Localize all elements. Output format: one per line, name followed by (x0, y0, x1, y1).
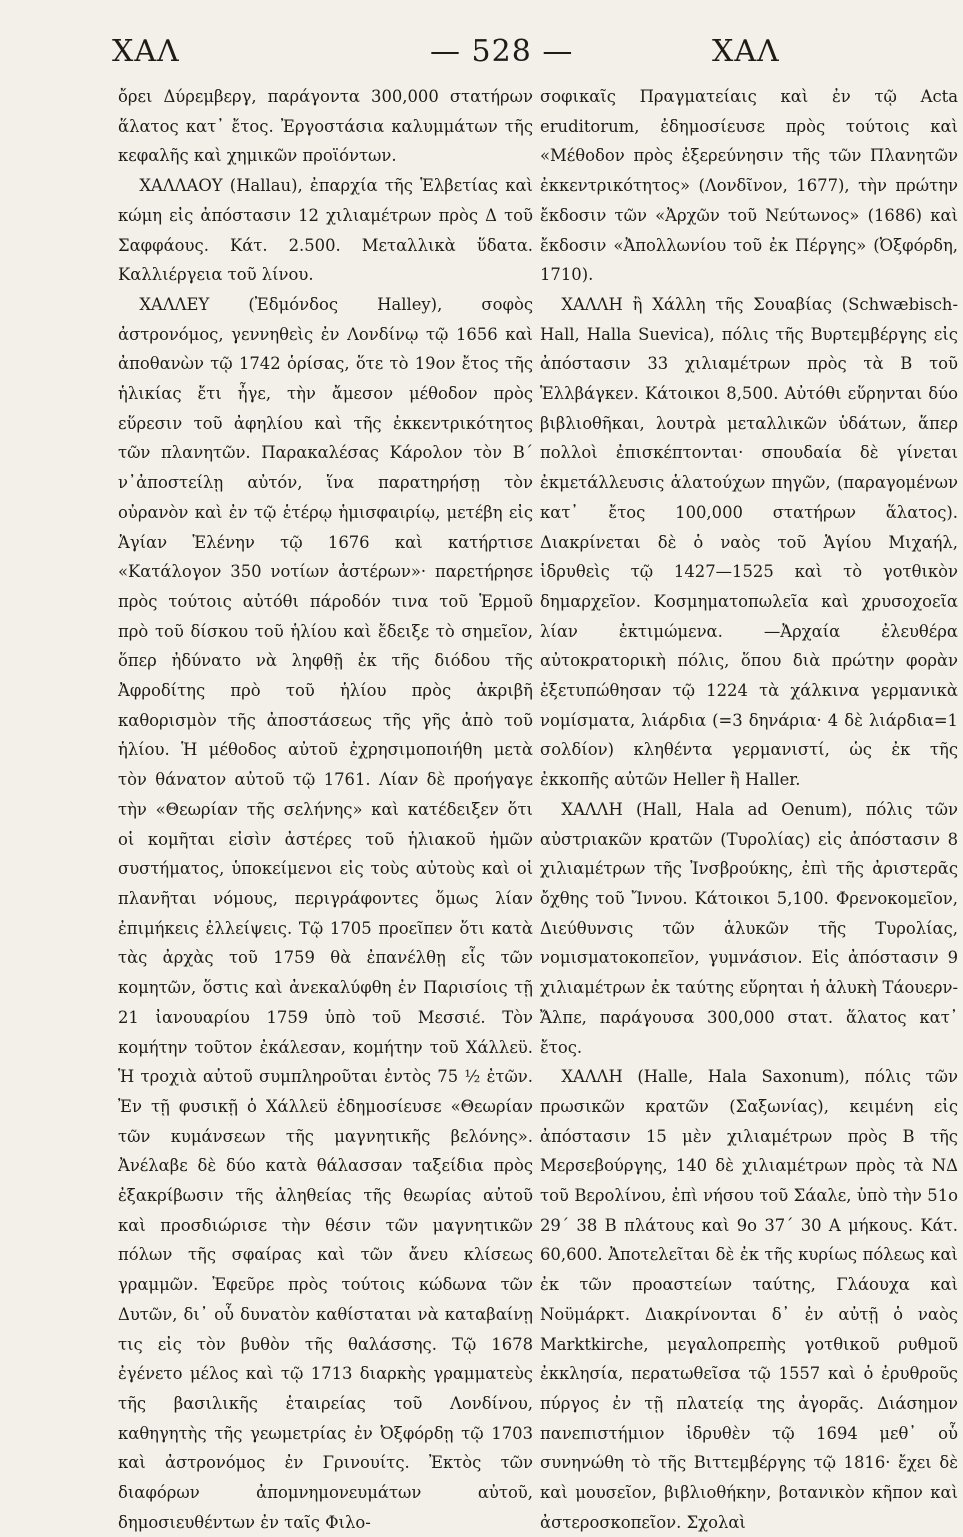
entry-schwaebisch-hall: ΧΑΛΛΗ ἢ Χάλλη τῆς Σουαβίας (Schwæbisch-Hall, Halla Suevica), πόλις τῆς Βυρτεμβέργης εἰς ἀπόστασιν 33 χιλιαμέτρων πρὸς τὰ Β τοῦ Ἑλλβάγκεν. Κάτοικοι 8,500. Αὐτόθι εὕρηνται δύο βιβλιοθῆκαι, λουτρὰ μεταλλικῶν ὑδάτων, ἅπερ πολλοὶ ἐπισκέπτονται· σπουδαία δὲ γίνεται ἐκμετάλλευσις ἁλατούχων πηγῶν, (παραγομένων κατ᾽ ἔτος 100,000 στατήρων ἅλατος). Διακρίνεται δὲ ὁ ναὸς τοῦ Ἁγίου Μιχαήλ, ἱδρυθεὶς τῷ 1427—1525 καὶ τὸ γοτθικὸν δημαρχεῖον. Κοσμηματοπωλεῖα καὶ χρυσοχοεῖα λίαν ἐκτιμώμενα. —Ἀρχαία ἐλευθέρα αὐτοκρατορικὴ πόλις, ὅπου διὰ πρώτην φορὰν ἐξετυπώθησαν τῷ 1224 τὰ χάλκινα γερμανικὰ νομίσματα, λιάρδια (=3 δηνάρια· 4 δὲ λιάρδια=1 σολδίον) κληθέντα γερμανιστί, ὡς ἐκ τῆς ἐκκοπῆς αὐτῶν Heller ἢ Haller. (540, 294, 958, 790)
entry-halley: ΧΑΛΛΕΥ (Ἐδμόνδος Halley), σοφὸς ἀστρονόμος, γεννηθεὶς ἐν Λονδίνῳ τῷ 1656 καὶ ἀποθανὼν τῷ 1742 ὁρίσας, ὅτε τὸ 19ον ἔτος τῆς ἡλικίας ἔτι ἦγε, τὴν ἄμεσον μέθοδον πρὸς εὕρεσιν τοῦ ἀφηλίου καὶ τῆς ἐκκεντρικότητος τῶν πλανητῶν. Παρακαλέσας Κάρολον τὸν Β´ ν᾽ἀποστείλῃ αὐτόν, ἵνα παρατηρήσῃ τὸν οὐρανὸν καὶ ἐν τῷ ἑτέρῳ ἡμισφαιρίῳ, μετέβη εἰς Ἁγίαν Ἑλένην τῷ 1676 καὶ κατήρτισε «Κατάλογον 350 νοτίων ἀστέρων»· παρετήρησε πρὸς τούτοις αὐτόθι πάροδόν τινα τοῦ Ἑρμοῦ πρὸ τοῦ δίσκου τοῦ ἡλίου καὶ ἔδειξε τὸ σημεῖον, ὅπερ ἠδύνατο νὰ ληφθῇ ἐκ τῆς διόδου τῆς Ἀφροδίτης πρὸ τοῦ ἡλίου πρὸς ἀκριβῆ καθορισμὸν τῆς ἀποστάσεως τῆς γῆς ἀπὸ τοῦ ἡλίου. Ἡ μέθοδος αὐτοῦ ἐχρησιμοποιήθη μετὰ τὸν θάνατον αὐτοῦ τῷ 1761. Λίαν δὲ προήγαγε τὴν «Θεωρίαν τῆς σελήνης» καὶ κατέδειξεν ὅτι οἱ κομῆται εἰσὶν ἀστέρες τοῦ ἡλιακοῦ ἡμῶν συστήματος, ὑποκείμενοι εἰς τοὺς αὐτοὺς καὶ οἱ πλανῆται νόμους, περιγράφοντες ὅμως λίαν ἐπιμήκεις ἐλλείψεις. Τῷ 1705 προεῖπεν ὅτι κατὰ τὰς ἀρχὰς τοῦ 1759 θὰ ἐπανέλθῃ εἷς τῶν κομητῶν, ὅστις καὶ ἀνεκαλύφθη ἐν Παρισίοις τῇ 21 ἰανουαρίου 1759 ὑπὸ τοῦ Μεσσιέ. Τὸν κομήτην τοῦτον ἐκάλεσαν, κομήτην τοῦ Χάλλεϋ. Ἡ τροχιὰ αὐτοῦ συμπληροῦται ἐντὸς 75 ½ ἐτῶν. Ἐν τῇ φυσικῇ ὁ Χάλλεϋ ἐδημοσίευσε «Θεωρίαν τῶν κυμάνσεων τῆς μαγνητικῆς βελόνης». Ἀνέλαβε δὲ δύο κατὰ θάλασσαν ταξείδια πρὸς ἐξακρίβωσιν τῆς ἀληθείας τῆς θεωρίας αὐτοῦ καὶ προσδιώρισε τὴν θέσιν τῶν μαγνητικῶν πόλων τῆς σφαίρας καὶ τῶν ἄνευ κλίσεως γραμμῶν. Ἐφεῦρε πρὸς τούτοις κώδωνα τῶν Δυτῶν, δι᾽ οὗ δυνατὸν καθίσταται νὰ καταβαίνῃ τις εἰς τὸν βυθὸν τῆς θαλάσσης. Τῷ 1678 ἐγένετο μέλος καὶ τῷ 1713 διαρκὴς γραμματεὺς τῆς βασιλικῆς ἑταιρείας τοῦ Λονδίνου, καθηγητὴς τῆς γεωμετρίας ἐν Ὀξφόρδῃ τῷ 1703 καὶ ἀστρονόμος ἐν Γρινουίτς. Ἐκτὸς τῶν διαφόρων ἀπομνημονευμάτων αὐτοῦ, δημοσιευθέντων ἐν ταῖς Φιλο- (118, 294, 533, 1532)
entry-halley-continuation: σοφικαῖς Πραγματείαις καὶ ἐν τῷ Acta eruditorum, ἐδημοσίευσε πρὸς τούτοις καὶ «Μέθοδον πρὸς ἐξερεύνησιν τῆς τῶν Πλανητῶν ἐκκεντρικότητος» (Λονδῖνον, 1677), τὴν πρώτην ἔκδοσιν τῶν «Ἀρχῶν τοῦ Νεύτωνος» (1686) καὶ ἔκδοσιν «Ἀπολλωνίου τοῦ ἐκ Πέργης» (Ὀξφόρδη, 1710). (540, 87, 958, 285)
entry-hallau: ΧΑΛΛΑΟΥ (Hallau), ἐπαρχία τῆς Ἑλβετίας καὶ κώμη εἰς ἀπόστασιν 12 χιλιαμέτρων πρὸς Δ τοῦ Σαφφάους. Κάτ. 2.500. Μεταλλικὰ ὕδατα. Καλλιέργεια τοῦ λίνου. (118, 176, 533, 285)
entry-halle-saxony: ΧΑΛΛΗ (Halle, Hala Saxonum), πόλις τῶν πρωσικῶν κρατῶν (Σαξωνίας), κειμένη εἰς ἀπόστασιν 15 μὲν χιλιαμέτρων πρὸς Β τῆς Μερσεβούργης, 140 δὲ χιλιαμέτρων πρὸς τὰ ΝΔ τοῦ Βερολίνου, ἐπὶ νήσου τοῦ Σάαλε, ὑπὸ τὴν 51ο 29´ 38 Β πλάτους καὶ 9ο 37´ 30 Α μήκους. Κάτ. 60,600. Ἀποτελεῖται δὲ ἐκ τῆς κυρίως πόλεως καὶ ἐκ τῶν προαστείων ταύτης, Γλάουχα καὶ Νοϋμάρκτ. Διακρίνονται δ᾽ ἐν αὐτῇ ὁ ναὸς Marktkirche, μεγαλοπρεπὴς γοτθικοῦ ρυθμοῦ ἐκκλησία, περατωθεῖσα τῷ 1557 καὶ ὁ ἐρυθροῦς πύργος ἐν τῇ πλατείᾳ της ἀγορᾶς. Διάσημον πανεπιστήμιον ἱδρυθὲν τῷ 1694 μεθ᾽ οὗ συνηνώθη τὸ τῆς Βιττεμβέργης τῷ 1816· ἔχει δὲ καὶ μουσεῖον, βιβλιοθήκην, βοτανικὸν κῆπον καὶ ἀστεροσκοπεῖον. Σχολαὶ (540, 1067, 958, 1532)
entry-continuation: ὄρει Δύρεμβεργ, παράγοντα 300,000 στατήρων ἅλατος κατ᾽ ἔτος. Ἐργοστάσια καλυμμάτων τῆς κεφαλῆς καὶ χημικῶν προϊόντων. (118, 87, 533, 166)
left-column (118, 82, 533, 1537)
entry-hall-tyrol: ΧΑΛΛΗ (Hall, Hala ad Oenum), πόλις τῶν αὐστριακῶν κρατῶν (Τυρολίας) εἰς ἀπόστασιν 8 χιλιαμέτρων τῆς Ἰνσβρούκης, ἐπὶ τῆς ἀριστερᾶς ὄχθης τοῦ Ἴννου. Κάτοικοι 5,100. Φρενοκομεῖον, Διεύθυνσις τῶν ἁλυκῶν τῆς Τυρολίας, νομισματοκοπεῖον, γυμνάσιον. Εἰς ἀπόστασιν 9 χιλιαμέτρων ἐκ ταύτης εὕρηται ἡ ἁλυκὴ Τάουερν-Ἄλπε, παράγουσα 300,000 στατ. ἅλατος κατ᾽ ἔτος. (540, 799, 958, 1057)
header-left-word: ΧΑΛ (112, 34, 180, 69)
header-right-word: ΧΑΛ (712, 34, 780, 69)
page-number: — 528 — (430, 34, 574, 69)
right-column (540, 82, 958, 1537)
running-header (100, 28, 840, 78)
